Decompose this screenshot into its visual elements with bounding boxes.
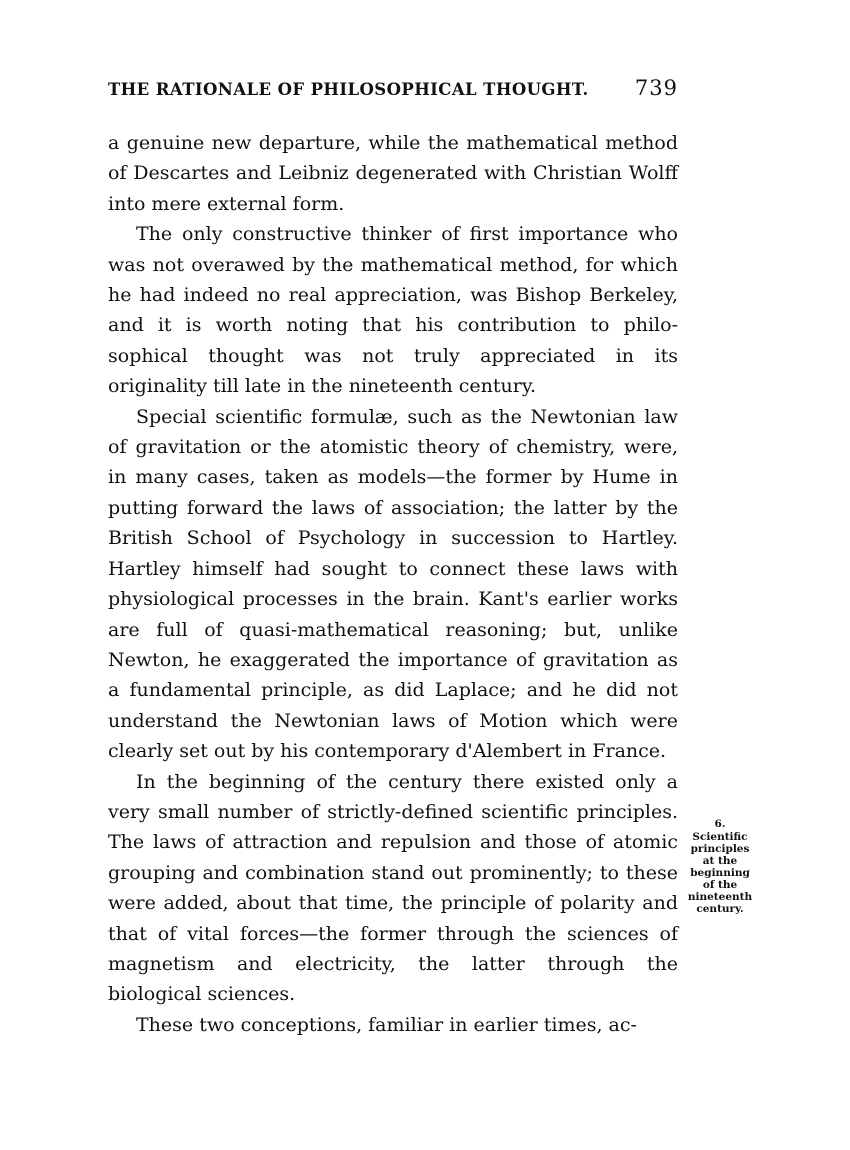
paragraph: The only constructive thinker of first importance who was not overawed by the mathematical method, for which he had indeed no real appreciation, was Bishop Berkeley, and it is worth noting that his contribution to philosophical thought was not truly appreciated in its originality till late in the nineteenth century. <box>108 223 678 398</box>
paragraph: Special scientific formulæ, such as the Newtonian law of gravitation or the atomistic theory of chemistry, were, in many cases, taken as models—the former by Hume in putting forward the laws of association; the latter by the British School of Psychology in succession to Hartley. Hartley himself had sought to connect these laws with physiological processes in the brain. Kant's earlier works are full of quasi-mathematical reasoning; but, unlike Newton, he exaggerated the importance of gravitation as a fundamental principle, as did Laplace; and he did not understand the Newtonian laws of Motion which were clearly set out by his contemporary d'Alembert in France. <box>108 405 678 763</box>
paragraph: In the beginning of the century there existed only a very small number of strictly-defined scientific principles. The laws of attraction and repulsion and those of atomic grouping and combination stand out prominently; to these were added, about that time, the principle of polarity and that of vital forces—the former through the sciences of magnetism and electricity, the latter through the biological sciences. <box>108 770 678 1006</box>
paragraph: These two conceptions, familiar in earlier times, ac- <box>136 1013 637 1036</box>
margin-note-label: Scientific principles at the beginning of the nineteenth century. <box>687 831 753 915</box>
page-number: 739 <box>634 76 678 100</box>
margin-note-number: 6. <box>714 818 726 830</box>
body-text <box>108 128 678 1040</box>
running-title: THE RATIONALE OF PHILOSOPHICAL THOUGHT. <box>108 80 589 99</box>
paragraph: a genuine new departure, while the mathematical method of Descartes and Leibniz degenerated with Christian Wolff into mere external form. <box>108 132 678 215</box>
margin-note <box>676 818 764 915</box>
running-header <box>108 76 678 104</box>
